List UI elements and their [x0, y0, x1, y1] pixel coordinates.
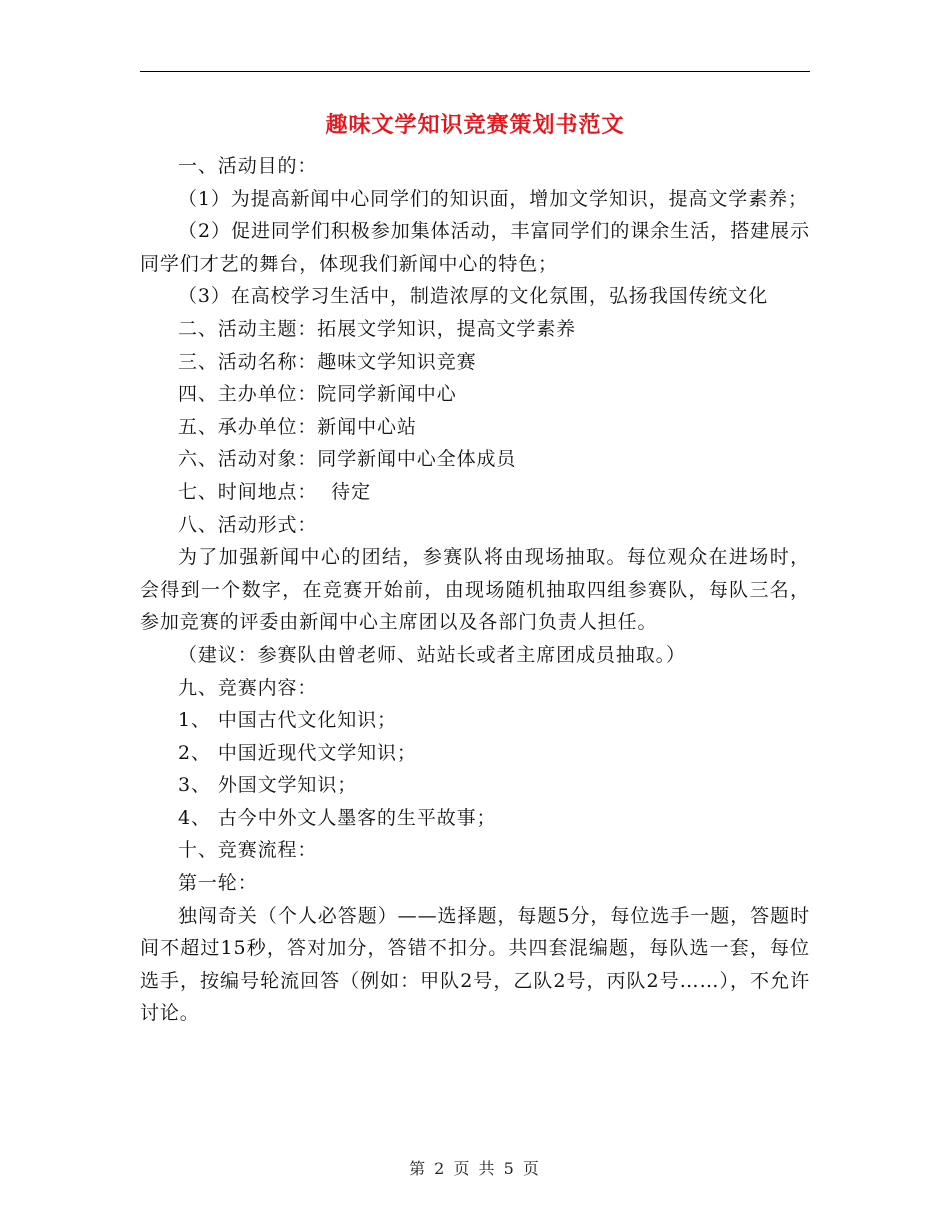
document-body [140, 150, 810, 1030]
paragraph: 十、竞赛流程： [178, 839, 318, 862]
paragraph: 三、活动名称：趣味文学知识竞赛 [178, 350, 477, 373]
paragraph: （1）为提高新闻中心同学们的知识面，增加文学知识，提高文学素养； [178, 187, 808, 210]
list-item: 4、 古今中外文人墨客的生平故事； [178, 806, 497, 829]
paragraph: 第一轮： [178, 872, 258, 895]
paragraph: 八、活动形式： [178, 513, 318, 536]
paragraph: 六、活动对象：同学新闻中心全体成员 [178, 448, 517, 471]
paragraph: （3）在高校学习生活中，制造浓厚的文化氛围，弘扬我国传统文化 [178, 285, 769, 308]
paragraph: 四、主办单位：院同学新闻中心 [178, 383, 457, 406]
page-footer: 第 2 页 共 5 页 [409, 1159, 541, 1178]
document-title: 趣味文学知识竞赛策划书范文 [325, 113, 625, 138]
paragraph: 独闯奇关（个人必答题）——选择题，每题5分，每位选手一题，答题时间不超过15秒，答对加分，答错不扣分。共四套混编题，每队选一套，每位选手，按编号轮流回答（例如：甲队2号，乙队2号，丙队2号……），不允许讨论。 [140, 904, 810, 1025]
list-item: 2、 中国近现代文学知识； [178, 741, 417, 764]
paragraph: （2）促进同学们积极参加集体活动，丰富同学们的课余生活，搭建展示同学们才艺的舞台，体现我们新闻中心的特色； [140, 220, 810, 275]
paragraph: 为了加强新闻中心的团结，参赛队将由现场抽取。每位观众在进场时，会得到一个数字，在竞赛开始前，由现场随机抽取四组参赛队，每队三名，参加竞赛的评委由新闻中心主席团以及各部门负责人担任。 [140, 546, 810, 634]
paragraph: 二、活动主题：拓展文学知识，提高文学素养 [178, 317, 577, 340]
paragraph: （建议：参赛队由曾老师、站站长或者主席团成员抽取。） [178, 643, 686, 666]
paragraph: 七、时间地点： 待定 [178, 480, 371, 503]
header-rule [140, 71, 810, 72]
paragraph: 九、竞赛内容： [178, 676, 318, 699]
paragraph: 五、承办单位：新闻中心站 [178, 415, 417, 438]
list-item: 1、 中国古代文化知识； [178, 709, 397, 732]
list-item: 3、 外国文学知识； [178, 774, 358, 797]
paragraph: 一、活动目的： [178, 155, 318, 177]
